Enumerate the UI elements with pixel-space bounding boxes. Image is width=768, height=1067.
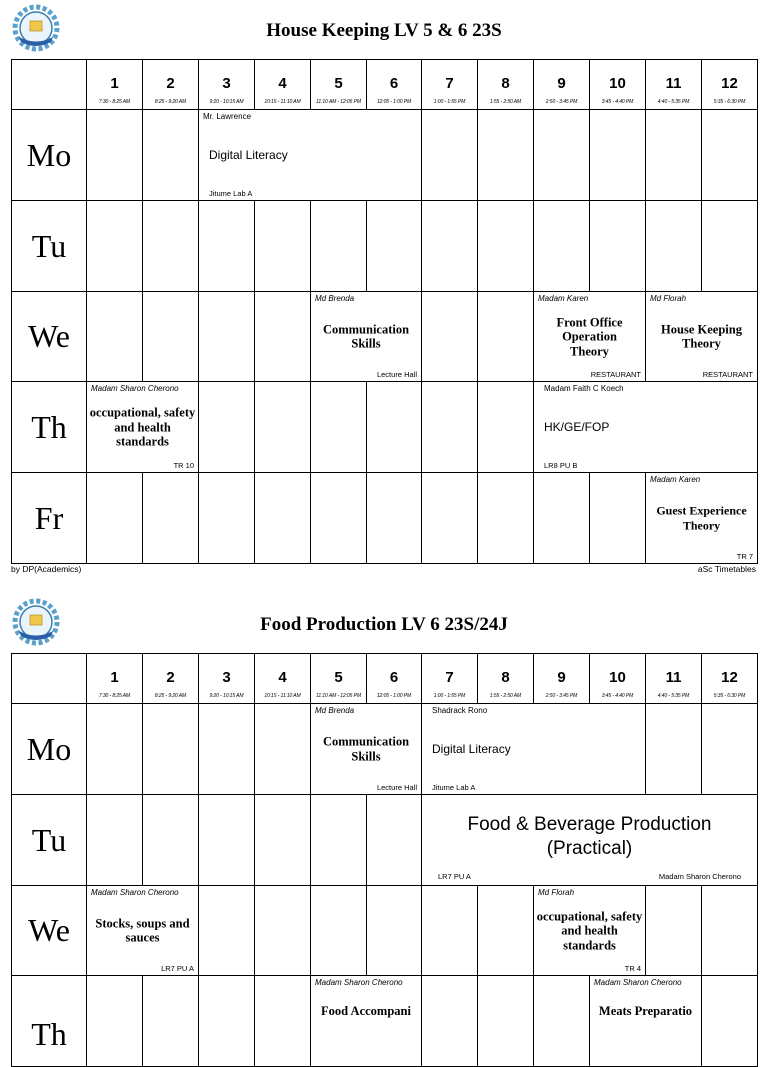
period-header: 8 1:55 - 2:50 AM: [478, 60, 534, 110]
lesson-cell[interactable]: [87, 886, 199, 976]
day-row-th: [12, 976, 758, 1067]
lesson-cell[interactable]: [534, 292, 646, 382]
day-row-we: [12, 292, 758, 382]
empty-slot: [478, 292, 534, 382]
empty-slot: [311, 473, 367, 564]
lesson-cell[interactable]: [87, 382, 199, 473]
empty-slot: [143, 110, 199, 201]
empty-slot: [87, 473, 143, 564]
empty-slot: [255, 886, 311, 976]
corner-cell: [12, 654, 87, 704]
empty-slot: [199, 886, 255, 976]
empty-slot: [422, 473, 478, 564]
period-header: 5 11:10 AM - 12:05 PM: [311, 654, 367, 704]
empty-slot: [255, 382, 311, 473]
timetable-title: Food Production LV 6 23S/24J: [260, 614, 508, 635]
period-header: 11 4:40 - 5:35 PM: [646, 60, 702, 110]
lesson-subject: Communication Skills: [322, 734, 410, 763]
empty-slot: [478, 201, 534, 292]
empty-slot: [422, 292, 478, 382]
lesson-subject: Guest Experience Theory: [656, 503, 747, 532]
empty-slot: [87, 795, 143, 886]
period-header: 8 1:55 - 2:50 AM: [478, 654, 534, 704]
empty-slot: [478, 473, 534, 564]
lesson-subject: Stocks, soups and sauces: [95, 916, 190, 945]
empty-slot: [143, 704, 199, 795]
empty-slot: [143, 795, 199, 886]
empty-slot: [478, 110, 534, 201]
empty-slot: [702, 976, 758, 1067]
period-header: 2 8:25 - 9:20 AM: [143, 60, 199, 110]
empty-slot: [367, 886, 422, 976]
period-header: 1 7:30 - 8:25 AM: [87, 654, 143, 704]
lesson-room: TR 10: [173, 461, 194, 470]
empty-slot: [590, 473, 646, 564]
empty-slot: [199, 292, 255, 382]
day-row-we: [12, 886, 758, 976]
period-header: 10 3:45 - 4:40 PM: [590, 654, 646, 704]
day-row-tu: [12, 795, 758, 886]
day-row-mo: [12, 110, 758, 201]
empty-slot: [534, 976, 590, 1067]
period-header: 4 10:15 - 11:10 AM: [255, 654, 311, 704]
lesson-room: Jitume Lab A: [432, 783, 476, 792]
empty-slot: [646, 886, 702, 976]
lesson-room: RESTAURANT: [702, 370, 753, 379]
empty-slot: [143, 292, 199, 382]
footer-right: aSc Timetables: [697, 564, 756, 574]
empty-slot: [311, 886, 367, 976]
lesson-teacher: Madam Sharon Cherono: [658, 872, 741, 881]
timetable-grid: [11, 653, 758, 1067]
empty-slot: [367, 473, 422, 564]
lesson-teacher: Madam Faith C Koech: [544, 384, 624, 393]
day-label: Mo: [12, 110, 87, 201]
period-header: 2 8:25 - 9:20 AM: [143, 654, 199, 704]
period-header: 3 9:20 - 10:15 AM: [199, 60, 255, 110]
period-header: 12 5:35 - 6:30 PM: [702, 654, 758, 704]
empty-slot: [143, 201, 199, 292]
lesson-room: LR7 PU A: [161, 964, 194, 973]
day-row-mo: [12, 704, 758, 795]
empty-slot: [255, 704, 311, 795]
empty-slot: [255, 473, 311, 564]
period-header: 9 2:50 - 3:45 PM: [534, 60, 590, 110]
period-header-row: [12, 60, 758, 110]
empty-slot: [87, 110, 143, 201]
day-label: Tu: [12, 201, 87, 292]
lesson-cell[interactable]: [311, 976, 422, 1067]
empty-slot: [478, 886, 534, 976]
lesson-teacher: Madam Karen: [538, 294, 589, 303]
empty-slot: [534, 201, 590, 292]
empty-slot: [87, 201, 143, 292]
lesson-teacher: Madam Sharon Cherono: [91, 384, 179, 393]
period-header: 7 1:00 - 1:55 PM: [422, 60, 478, 110]
empty-slot: [255, 201, 311, 292]
lesson-room: RESTAURANT: [590, 370, 641, 379]
day-label: Th: [12, 382, 87, 473]
period-header: 4 10:15 - 11:10 AM: [255, 60, 311, 110]
lesson-cell[interactable]: [646, 473, 758, 564]
empty-slot: [646, 110, 702, 201]
day-label: We: [12, 292, 87, 382]
period-header: 12 5:35 - 6:30 PM: [702, 60, 758, 110]
empty-slot: [478, 382, 534, 473]
lesson-room: Jitume Lab A: [209, 189, 253, 198]
empty-slot: [199, 201, 255, 292]
lesson-cell[interactable]: [422, 704, 646, 795]
lesson-teacher: Madam Karen: [650, 475, 701, 484]
lesson-subject: occupational, safety and health standards: [89, 405, 196, 449]
empty-slot: [422, 886, 478, 976]
empty-slot: [590, 201, 646, 292]
empty-slot: [255, 795, 311, 886]
lesson-teacher: Md Florah: [650, 294, 687, 303]
lesson-room: Lecture Hall: [376, 370, 417, 379]
period-header: 10 3:45 - 4:40 PM: [590, 60, 646, 110]
period-header: 3 9:20 - 10:15 AM: [199, 654, 255, 704]
day-row-fr: [12, 473, 758, 564]
timetable-grid: [11, 59, 758, 564]
empty-slot: [199, 382, 255, 473]
empty-slot: [646, 704, 702, 795]
day-label: Tu: [12, 795, 87, 886]
period-header: 1 7:30 - 8:25 AM: [87, 60, 143, 110]
empty-slot: [367, 382, 422, 473]
lesson-room: LR8 PU B: [544, 461, 578, 470]
empty-slot: [646, 201, 702, 292]
empty-slot: [702, 886, 758, 976]
lesson-cell[interactable]: [422, 795, 758, 886]
lesson-teacher: Md Brenda: [315, 294, 355, 303]
lesson-subject: House Keeping Theory: [661, 322, 742, 351]
lesson-teacher: Madam Sharon Cherono: [91, 888, 179, 897]
lesson-subject: Food & Beverage Production (Practical): [467, 814, 712, 859]
lesson-teacher: Madam Sharon Cherono: [315, 978, 403, 987]
empty-slot: [87, 976, 143, 1067]
empty-slot: [534, 473, 590, 564]
empty-slot: [702, 704, 758, 795]
period-header: 9 2:50 - 3:45 PM: [534, 654, 590, 704]
lesson-teacher: Madam Sharon Cherono: [594, 978, 682, 987]
lesson-teacher: Md Florah: [538, 888, 575, 897]
empty-slot: [422, 110, 478, 201]
empty-slot: [311, 201, 367, 292]
empty-slot: [422, 976, 478, 1067]
lesson-cell[interactable]: [590, 976, 702, 1067]
lesson-teacher: Mr. Lawrence: [203, 112, 252, 121]
period-header: 7 1:00 - 1:55 PM: [422, 654, 478, 704]
empty-slot: [422, 201, 478, 292]
empty-slot: [143, 976, 199, 1067]
empty-slot: [143, 473, 199, 564]
period-header: 6 12:05 - 1:00 PM: [367, 654, 422, 704]
lesson-room: Lecture Hall: [376, 783, 417, 792]
day-label: Mo: [12, 704, 87, 795]
day-label: Fr: [12, 473, 87, 564]
lesson-room: TR 7: [736, 552, 753, 561]
empty-slot: [422, 382, 478, 473]
empty-slot: [87, 292, 143, 382]
corner-cell: [12, 60, 87, 110]
empty-slot: [199, 795, 255, 886]
lesson-subject: Communication Skills: [322, 322, 410, 351]
empty-slot: [590, 110, 646, 201]
empty-slot: [534, 110, 590, 201]
empty-slot: [478, 976, 534, 1067]
lesson-subject: Front Office Operation Theory: [556, 314, 623, 358]
day-label: We: [12, 886, 87, 976]
day-row-th: [12, 382, 758, 473]
lesson-subject: HK/GE/FOP: [544, 420, 610, 434]
lesson-subject: Digital Literacy: [209, 148, 288, 162]
lesson-room: LR7 PU A: [438, 872, 471, 881]
lesson-room: TR 4: [624, 964, 641, 973]
timetable-food-production: [0, 594, 768, 1052]
empty-slot: [199, 976, 255, 1067]
empty-slot: [311, 382, 367, 473]
empty-slot: [311, 795, 367, 886]
period-header: 6 12:05 - 1:00 PM: [367, 60, 422, 110]
period-header: 11 4:40 - 5:35 PM: [646, 654, 702, 704]
empty-slot: [367, 201, 422, 292]
period-header: 5 11:10 AM - 12:05 PM: [311, 60, 367, 110]
lesson-cell[interactable]: [534, 382, 758, 473]
lesson-subject: Food Accompani: [321, 1004, 411, 1018]
day-label: Th: [12, 976, 87, 1067]
lesson-cell[interactable]: [534, 886, 646, 976]
lesson-cell[interactable]: [311, 292, 422, 382]
empty-slot: [199, 704, 255, 795]
empty-slot: [199, 473, 255, 564]
empty-slot: [255, 976, 311, 1067]
lesson-subject: Meats Preparatio: [598, 1004, 693, 1018]
empty-slot: [367, 795, 422, 886]
timetable-title: House Keeping LV 5 & 6 23S: [266, 20, 502, 41]
day-row-tu: [12, 201, 758, 292]
lesson-subject: occupational, safety and health standards: [536, 908, 643, 952]
lesson-cell[interactable]: [199, 110, 422, 201]
lesson-subject: Digital Literacy: [432, 742, 511, 756]
empty-slot: [255, 292, 311, 382]
empty-slot: [702, 110, 758, 201]
lesson-cell[interactable]: [311, 704, 422, 795]
empty-slot: [87, 704, 143, 795]
lesson-teacher: Md Brenda: [315, 706, 355, 715]
lesson-cell[interactable]: [646, 292, 758, 382]
footer-left: by DP(Academics): [11, 564, 82, 574]
lesson-teacher: Shadrack Rono: [432, 706, 488, 715]
period-header-row: [12, 654, 758, 704]
empty-slot: [702, 201, 758, 292]
